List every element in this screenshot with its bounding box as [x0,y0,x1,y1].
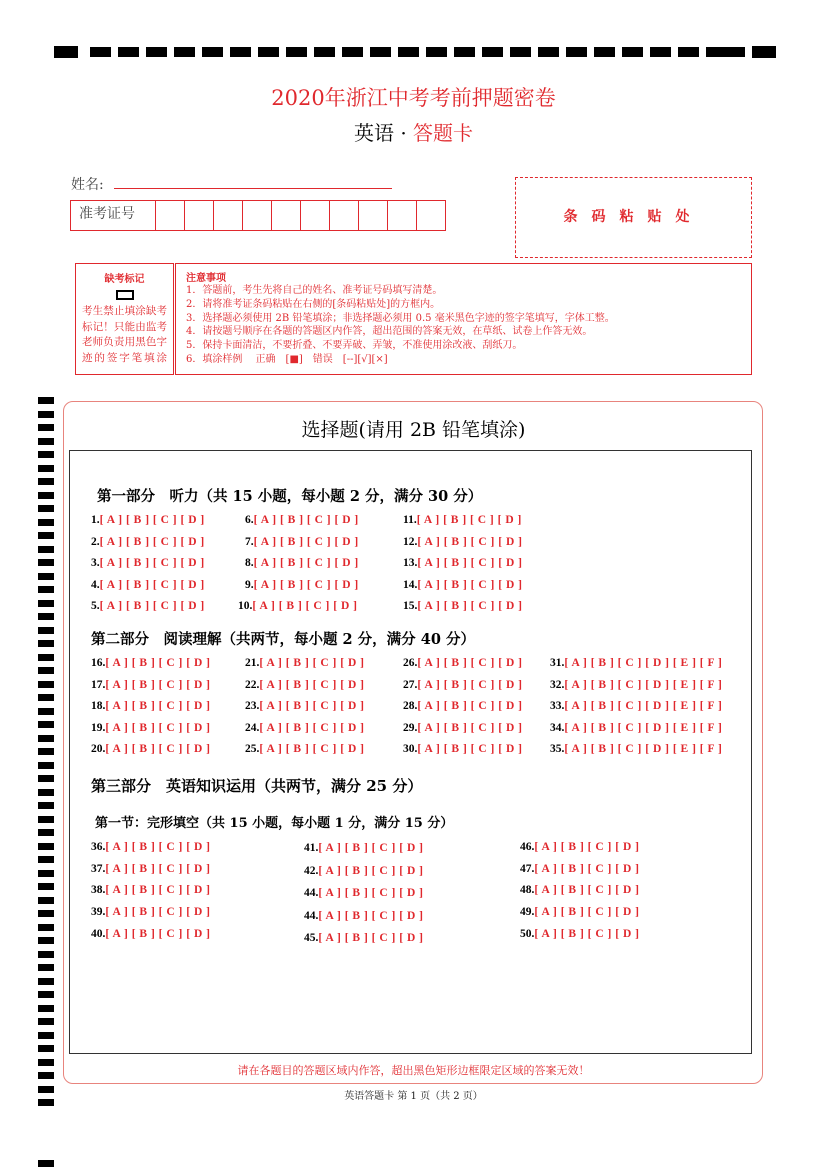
question-number: 49. [520,906,535,918]
question-item[interactable] [403,657,522,669]
question-number: 19. [91,722,106,734]
answer-options[interactable]: [ A ] [ B ] [ C ] [ D ] [534,884,640,896]
question-number: 32. [550,679,565,691]
question-number: 7. [245,536,254,548]
question-item[interactable] [91,928,210,940]
answer-options[interactable]: [ A ] [ B ] [ C ] [ D ] [318,865,424,877]
question-number: 23. [245,700,260,712]
exam-number-cell[interactable] [214,201,243,230]
answer-options[interactable]: [ A ] [ B ] [ C ] [ D ] [105,722,211,734]
side-timing-mark [38,829,54,836]
question-number: 39. [91,906,106,918]
answer-options[interactable]: [ A ] [ B ] [ C ] [ D ] [259,679,365,691]
side-timing-mark [38,681,54,688]
exam-number-cell[interactable] [156,201,185,230]
side-timing-mark [38,951,54,958]
question-item[interactable] [91,514,205,526]
answer-options[interactable]: [ A ] [ B ] [ C ] [ D ] [259,722,365,734]
question-number: 2. [91,536,100,548]
answer-options[interactable]: [ A ] [ B ] [ C ] [ D ] [534,928,640,940]
question-item[interactable] [403,722,522,734]
answer-options[interactable]: [ A ] [ B ] [ C ] [ D ] [105,884,211,896]
question-number: 44. [304,910,319,922]
answer-options[interactable]: [ A ] [ B ] [ C ] [ D ] [259,743,365,755]
question-item[interactable] [403,557,522,569]
answer-options[interactable]: [ A ] [ B ] [ C ] [ D ] [253,557,359,569]
notice-item: 3．选择题必须使用 2B 铅笔填涂；非选择题必须用 0.5 毫米黑色字迹的签字笔填写，字体工整。 [186,312,615,324]
part3-heading: 第三部分 英语知识运用（共两节，满分 25 分） [91,777,423,795]
question-item[interactable] [550,679,722,691]
question-item[interactable] [550,700,722,712]
answer-options[interactable]: [ A ] [ B ] [ C ] [ D ] [ E ] [ F ] [564,743,723,755]
absent-mark-title: 缺考标记 [104,274,145,285]
question-item[interactable] [550,743,722,755]
side-timing-mark [38,735,54,742]
question-item[interactable] [91,657,210,669]
side-timing-mark [38,600,54,607]
exam-number-grid [70,200,446,231]
side-timing-mark [38,492,54,499]
answer-options[interactable]: [ A ] [ B ] [ C ] [ D ] [318,910,424,922]
question-number: 6. [245,514,254,526]
question-number: 47. [520,863,535,875]
side-timing-mark [38,964,54,971]
notice-box [175,263,752,375]
question-number: 30. [403,743,418,755]
question-item[interactable] [520,884,639,896]
question-item[interactable] [550,657,722,669]
answer-options[interactable]: [ A ] [ B ] [ C ] [ D ] [318,842,424,854]
exam-number-cell[interactable] [417,201,445,230]
answer-options[interactable]: [ A ] [ B ] [ C ] [ D ] [99,579,205,591]
question-item[interactable] [304,887,423,899]
question-number: 18. [91,700,106,712]
question-item[interactable] [245,700,364,712]
part3-sub-heading: 第一节：完形填空（共 15 小题，每小题 1 分，满分 15 分） [95,816,454,831]
question-item[interactable] [520,906,639,918]
notice-item: 1．答题前，考生先将自己的姓名、准考证号码填写清楚。 [186,285,443,296]
answer-options[interactable]: [ A ] [ B ] [ C ] [ D ] [417,657,523,669]
question-item[interactable] [91,579,205,591]
exam-number-label: 准考证号 [71,201,156,230]
side-timing-mark [38,478,54,485]
question-item[interactable] [245,722,364,734]
answer-options[interactable]: [ A ] [ B ] [ C ] [ D ] [ E ] [ F ] [564,679,723,691]
answer-options[interactable]: [ A ] [ B ] [ C ] [ D ] [417,600,523,612]
notice-item: 5．保持卡面清洁，不要折叠、不要弄破、弄皱，不准使用涂改液、刮纸刀。 [186,340,523,352]
side-timing-mark [38,856,54,863]
answer-options[interactable]: [ A ] [ B ] [ C ] [ D ] [318,887,424,899]
page-number: 英语答题卡 第 1 页（共 2 页） [344,1091,483,1102]
side-timing-mark [38,748,54,755]
notice-item: 2．请将准考证条码粘贴在右侧的[条码粘贴处]的方框内。 [186,298,441,310]
side-timing-mark [38,532,54,539]
question-item[interactable] [520,928,639,940]
answer-options[interactable]: [ A ] [ B ] [ C ] [ D ] [417,579,523,591]
question-number: 38. [91,884,106,896]
answer-options[interactable]: [ A ] [ B ] [ C ] [ D ] [417,700,523,712]
question-number: 41. [304,842,319,854]
answer-options[interactable]: [ A ] [ B ] [ C ] [ D ] [318,932,424,944]
question-item[interactable] [245,743,364,755]
side-timing-mark [38,1045,54,1052]
top-timing-marks [54,45,776,59]
side-timing-mark [38,991,54,998]
part2-heading: 第二部分 阅读理解（共两节，每小题 2 分，满分 40 分） [91,631,475,648]
side-timing-mark [38,789,54,796]
question-item[interactable] [91,679,210,691]
answer-options[interactable]: [ A ] [ B ] [ C ] [ D ] [259,657,365,669]
question-item[interactable] [403,679,522,691]
side-timing-mark [38,721,54,728]
question-item[interactable] [91,884,210,896]
side-timing-mark [38,910,54,917]
question-item[interactable] [304,842,423,854]
answer-options[interactable]: [ A ] [ B ] [ C ] [ D ] [105,679,211,691]
question-number: 29. [403,722,418,734]
side-timing-mark [38,519,54,526]
side-timing-mark [38,897,54,904]
answer-options[interactable]: [ A ] [ B ] [ C ] [ D ] [105,863,211,875]
question-number: 50. [520,928,535,940]
question-number: 22. [245,679,260,691]
question-number: 16. [91,657,106,669]
side-timing-mark [38,654,54,661]
side-timing-mark [38,708,54,715]
question-number: 21. [245,657,260,669]
answer-options[interactable]: [ A ] [ B ] [ C ] [ D ] [105,906,211,918]
question-number: 11. [403,514,417,526]
side-timing-mark [38,1032,54,1039]
question-number: 1. [91,514,100,526]
answer-options[interactable]: [ A ] [ B ] [ C ] [ D ] [534,841,640,853]
question-item[interactable] [520,841,639,853]
question-item[interactable] [403,600,522,612]
question-item[interactable] [91,600,205,612]
barcode-area [515,177,752,258]
exam-number-cell[interactable] [330,201,359,230]
question-item[interactable] [403,536,522,548]
answer-options[interactable]: [ A ] [ B ] [ C ] [ D ] [253,514,359,526]
answer-options[interactable]: [ A ] [ B ] [ C ] [ D ] [ E ] [ F ] [564,657,723,669]
question-item[interactable] [520,863,639,875]
question-number: 15. [403,600,418,612]
question-number: 37. [91,863,106,875]
question-number: 46. [520,841,535,853]
side-timing-mark [38,883,54,890]
question-item[interactable] [304,932,423,944]
question-item[interactable] [91,841,210,853]
answer-options[interactable]: [ A ] [ B ] [ C ] [ D ] [105,928,211,940]
side-timing-mark [38,870,54,877]
question-item[interactable] [91,743,210,755]
question-item[interactable] [91,863,210,875]
question-number: 44. [304,887,319,899]
absent-mark-text: 考生禁止填涂缺考标记！只能由监考老师负责用黑色字迹的签字笔填涂 [82,305,167,364]
side-timing-mark [38,762,54,769]
exam-number-cell[interactable] [243,201,272,230]
answer-options[interactable]: [ A ] [ B ] [ C ] [ D ] [416,514,522,526]
subject-label: 英语 [353,121,394,145]
answer-options[interactable]: [ A ] [ B ] [ C ] [ D ] [105,841,211,853]
question-number: 4. [91,579,100,591]
side-timing-mark [38,667,54,674]
answer-options[interactable]: [ A ] [ B ] [ C ] [ D ] [417,536,523,548]
notice-title: 注意事项 [186,273,226,284]
question-number: 35. [550,743,565,755]
question-item[interactable] [245,657,364,669]
side-timing-mark [38,775,54,782]
side-timing-mark [38,1160,54,1167]
answer-options[interactable]: [ A ] [ B ] [ C ] [ D ] [105,657,211,669]
question-number: 10. [238,600,253,612]
page-subtitle [0,117,827,146]
question-number: 13. [403,557,418,569]
exam-number-cell[interactable] [272,201,301,230]
question-number: 48. [520,884,535,896]
section-title: 选择题(请用 2B 铅笔填涂) [301,419,526,441]
question-number: 40. [91,928,106,940]
question-number: 33. [550,700,565,712]
question-item[interactable] [238,600,357,612]
answer-options[interactable]: [ A ] [ B ] [ C ] [ D ] [99,600,205,612]
page-title: 2020年浙江中考考前押题密卷 [271,86,556,110]
question-number: 9. [245,579,254,591]
question-item[interactable] [245,679,364,691]
side-timing-mark [38,1018,54,1025]
exam-number-cell[interactable] [185,201,214,230]
question-item[interactable] [91,722,210,734]
answer-options[interactable]: [ A ] [ B ] [ C ] [ D ] [ E ] [ F ] [564,700,723,712]
notice-item: 4．请按题号顺序在各题的答题区内作答，超出范围的答案无效，在草纸、试卷上作答无效。 [186,326,593,338]
question-number: 27. [403,679,418,691]
question-item[interactable] [245,579,359,591]
part1-heading: 第一部分 听力（共 15 小题，每小题 2 分，满分 30 分） [97,488,483,505]
answer-options[interactable]: [ A ] [ B ] [ C ] [ D ] [417,722,523,734]
side-timing-mark [38,627,54,634]
answer-options[interactable]: [ A ] [ B ] [ C ] [ D ] [105,700,211,712]
answer-options[interactable]: [ A ] [ B ] [ C ] [ D ] [99,536,205,548]
answer-options[interactable]: [ A ] [ B ] [ C ] [ D ] [534,863,640,875]
question-number: 25. [245,743,260,755]
question-number: 5. [91,600,100,612]
question-number: 3. [91,557,100,569]
question-item[interactable] [304,865,423,877]
question-number: 14. [403,579,418,591]
answer-options[interactable]: [ A ] [ B ] [ C ] [ D ] [253,536,359,548]
answer-options[interactable]: [ A ] [ B ] [ C ] [ D ] [ E ] [ F ] [564,722,723,734]
question-number: 26. [403,657,418,669]
question-number: 28. [403,700,418,712]
side-timing-mark [38,924,54,931]
question-number: 8. [245,557,254,569]
question-number: 34. [550,722,565,734]
side-timing-mark [38,505,54,512]
exam-number-cell[interactable] [388,201,417,230]
answer-options[interactable]: [ A ] [ B ] [ C ] [ D ] [252,600,358,612]
side-timing-mark [38,937,54,944]
subtitle-dot: · [400,121,407,145]
question-item[interactable] [91,700,210,712]
side-timing-mark [38,465,54,472]
side-timing-mark [38,451,54,458]
absent-mark-box [75,263,174,375]
question-number: 42. [304,865,319,877]
notice-item: 6．填涂样例 正确 [■] 错误 [--][√][×] [186,353,388,365]
question-number: 36. [91,841,106,853]
question-item[interactable] [403,743,522,755]
question-item[interactable] [245,536,359,548]
sheet-label: 答题卡 [413,121,474,145]
side-timing-mark [38,816,54,823]
question-item[interactable] [403,514,522,526]
question-item[interactable] [304,910,423,922]
answer-options[interactable]: [ A ] [ B ] [ C ] [ D ] [417,557,523,569]
question-number: 20. [91,743,106,755]
question-item[interactable] [245,514,359,526]
question-number: 17. [91,679,106,691]
question-number: 45. [304,932,319,944]
name-label: 姓名: [71,177,104,193]
answer-options[interactable]: [ A ] [ B ] [ C ] [ D ] [99,557,205,569]
side-timing-mark [38,802,54,809]
answer-options[interactable]: [ A ] [ B ] [ C ] [ D ] [253,579,359,591]
question-item[interactable] [403,700,522,712]
question-item[interactable] [550,722,722,734]
question-number: 31. [550,657,565,669]
footer-warning: 请在各题目的答题区域内作答，超出黑色矩形边框限定区域的答案无效！ [237,1064,590,1077]
answer-options[interactable]: [ A ] [ B ] [ C ] [ D ] [534,906,640,918]
side-timing-mark [38,397,54,404]
name-input-line[interactable] [114,188,392,189]
barcode-label: 条码粘贴处 [563,209,704,225]
answer-options[interactable]: [ A ] [ B ] [ C ] [ D ] [417,743,523,755]
side-timing-mark [38,640,54,647]
answer-options[interactable]: [ A ] [ B ] [ C ] [ D ] [259,700,365,712]
answer-options[interactable]: [ A ] [ B ] [ C ] [ D ] [105,743,211,755]
answer-options[interactable]: [ A ] [ B ] [ C ] [ D ] [417,679,523,691]
question-item[interactable] [245,557,359,569]
exam-number-cell[interactable] [301,201,330,230]
question-item[interactable] [91,557,205,569]
side-timing-mark [38,573,54,580]
answer-options[interactable]: [ A ] [ B ] [ C ] [ D ] [99,514,205,526]
side-timing-mark [38,559,54,566]
absent-mark-checkbox[interactable] [116,290,134,300]
side-timing-mark [38,546,54,553]
question-item[interactable] [91,536,205,548]
side-timing-mark [38,978,54,985]
question-number: 12. [403,536,418,548]
question-number: 24. [245,722,260,734]
question-item[interactable] [403,579,522,591]
exam-number-cell[interactable] [359,201,388,230]
side-timing-mark [38,843,54,850]
question-item[interactable] [91,906,210,918]
side-timing-mark [38,613,54,620]
side-timing-mark [38,1005,54,1012]
side-timing-mark [38,694,54,701]
side-timing-mark [38,586,54,593]
